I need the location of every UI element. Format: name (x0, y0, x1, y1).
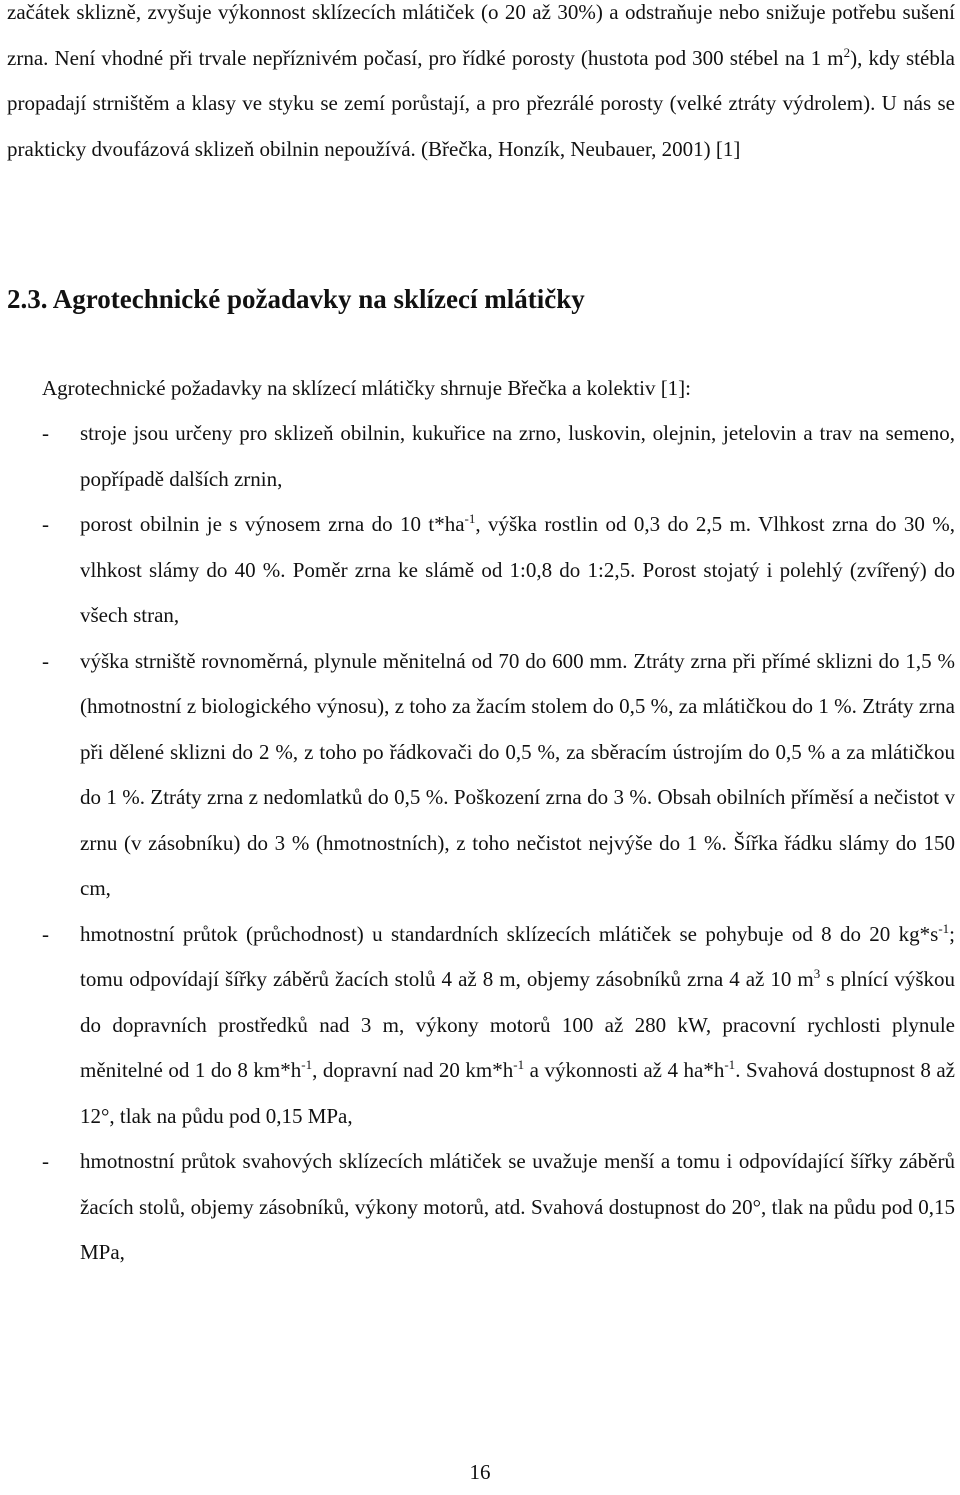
list-item (42, 912, 955, 1140)
list-item-text: s plnící výškou do dopravních prostředků nad 3 m, výkony motorů 100 až 280 kW, pracovní rychlosti plynule měnitelné od 1 do 8 km*h (80, 967, 956, 1082)
list-item-text: hmotnostní průtok svahových sklízecích mlátiček se uvažuje menší a tomu i odpovídající šířky záběrů žacích stolů, objemy zásobníků, výkony motorů, atd. Svahová dostupnost do 20°, tlak na půdu pod 0,15 MPa, (80, 1149, 955, 1264)
list-item-text: výška strniště rovnoměrná, plynule měnitelná od 70 do 600 mm. Ztráty zrna při přímé sklizni do 1,5 % (hmotnostní z biologického výnosu), z toho za žacím stolem do 0,5 %, za mlátičkou do 1 %. Ztráty zrna při dělené sklizni do 2 %, z toho po řádkovači do 0,5 %, za sběracím ústrojím do 0,5 % a za mlátičkou do 1 %. Ztráty zrna z nedomlatků do 0,5 %. Poškození zrna do 3 %. Obsah obilních příměsí a nečistot v zrnu (v zásobníku) do 3 % (hmotnostních), z toho nečistot nejvýše do 1 %. Šířka řádku slámy do 150 cm, (80, 648, 955, 900)
superscript: -1 (301, 1057, 313, 1072)
superscript: 3 (813, 966, 821, 981)
intro-text-1: začátek sklizně, zvyšuje výkonnost sklízecích mlátiček (o 20 až 30%) a odstraňuje nebo snižuje potřebu sušení zrna. Není vhodné při trvale nepříznivém počasí, pro řídké porosty (hustota pod 300 stébel na 1 m (7, 0, 955, 70)
list-dash: - (42, 648, 49, 673)
intro-paragraph (7, 0, 955, 172)
superscript: 2 (843, 44, 851, 60)
list-item (42, 411, 955, 502)
section-heading: 2.3. Agrotechnické požadavky na sklízecí mlátičky (7, 284, 585, 314)
page-number: 16 (469, 1460, 491, 1484)
list-dash: - (42, 921, 49, 946)
list-item (42, 1139, 955, 1276)
list-item (42, 639, 955, 912)
list-item-text: ; tomu odpovídají šířky záběrů žacích stolů 4 až 8 m, objemy zásobníků zrna 4 až 10 m (80, 921, 955, 991)
list-dash: - (42, 512, 49, 536)
list-item-text: hmotnostní průtok (průchodnost) u standardních sklízecích mlátiček se pohybuje od 8 do 20 kg*s (80, 921, 939, 946)
list-item-text: , výška rostlin od 0,3 do 2,5 m. Vlhkost zrna do 30 %, vlhkost slámy do 40 %. Poměr zrna ke slámě od 1:0,8 do 1:2,5. Porost stojatý i polehlý (zvířený) do všech stran, (80, 512, 955, 627)
list-item-text: porost obilnin je s výnosem zrna do 10 t*ha (80, 512, 465, 536)
list-item-text: , dopravní nad 20 km*h (312, 1058, 514, 1082)
list-dash: - (42, 1149, 49, 1173)
list-item (42, 502, 955, 639)
list-dash: - (42, 421, 49, 445)
requirements-list (42, 411, 955, 1276)
superscript: -1 (938, 920, 950, 936)
superscript: -1 (513, 1057, 525, 1072)
superscript: -1 (464, 511, 476, 526)
lead-paragraph: Agrotechnické požadavky na sklízecí mlátičky shrnuje Břečka a kolektiv [1]: (42, 376, 692, 400)
intro-text-2: ), kdy stébla propadají strništěm a klasy ve styku se zemí porůstají, a pro přezrálé porosty (velké ztráty výdrolem). U nás se prakticky dvoufázová sklizeň obilnin nepoužívá. (Břečka, Honzík, Neubauer, 2001) [1] (7, 45, 955, 161)
list-item-text: . Svahová dostupnost 8 až 12°, tlak na půdu pod 0,15 MPa, (80, 1058, 956, 1128)
list-item-text: a výkonnosti až 4 ha*h (524, 1058, 725, 1082)
list-item-text: stroje jsou určeny pro sklizeň obilnin, kukuřice na zrno, luskovin, olejnin, jetelovin a trav na semeno, popřípadě dalších zrnin, (80, 421, 955, 491)
superscript: -1 (724, 1057, 736, 1072)
